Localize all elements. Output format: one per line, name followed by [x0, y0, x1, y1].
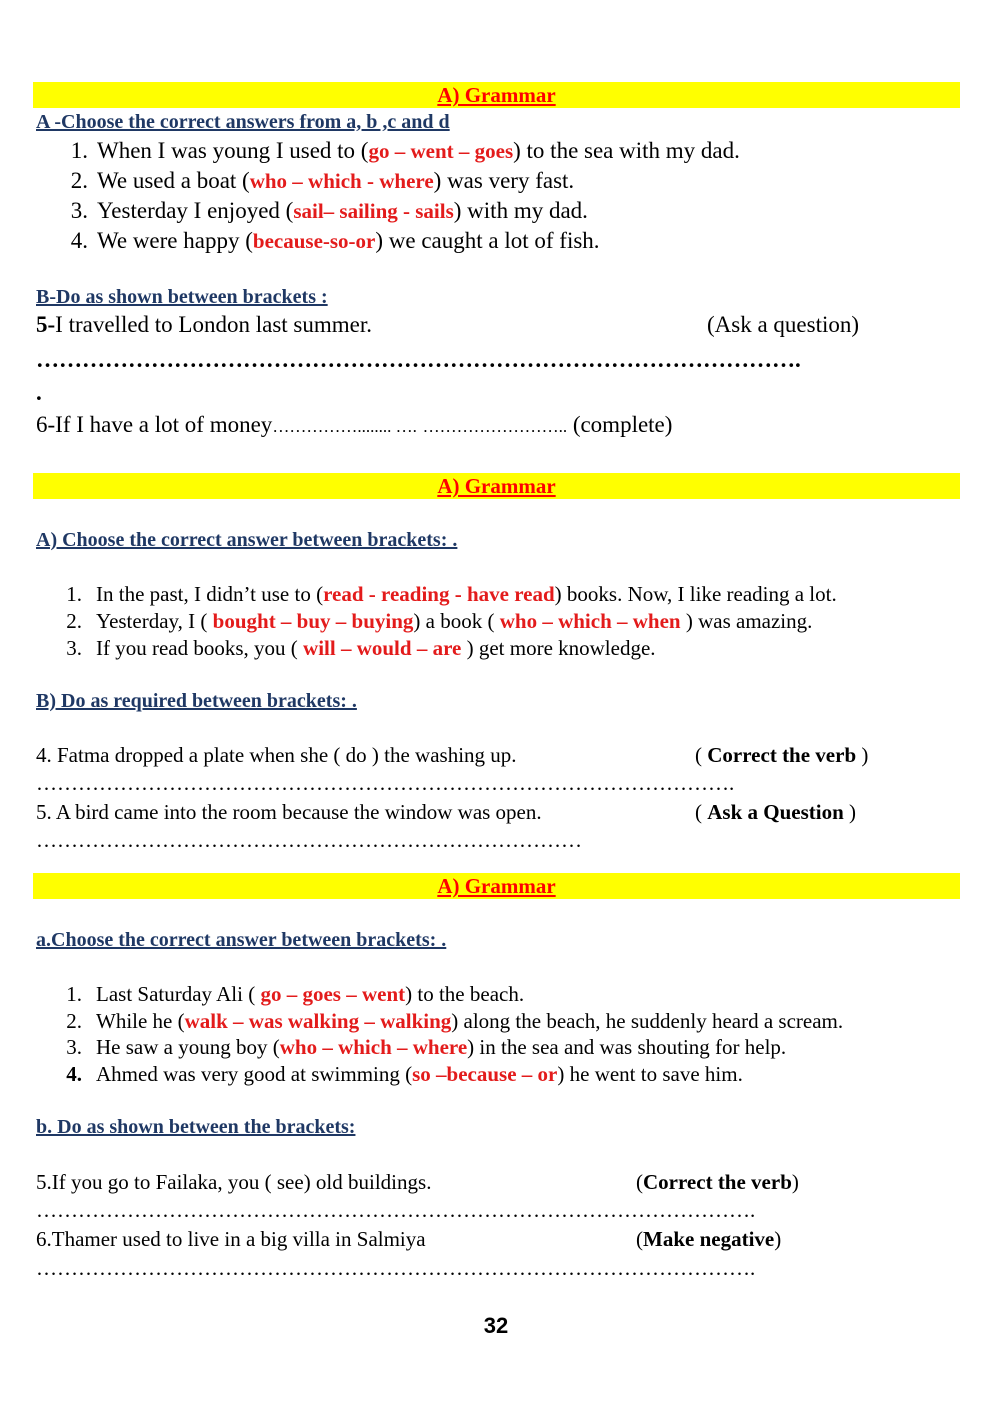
section1-partA-heading: A -Choose the correct answers from a, b ,c and d [36, 111, 450, 133]
section2-title: A) Grammar [437, 474, 556, 498]
section3-title-band [33, 873, 960, 899]
section2-q4: 4. Fatma dropped a plate when she ( do ) the washing up. [36, 743, 517, 767]
section2-q5: 5. A bird came into the room because the window was open. [36, 800, 542, 824]
section3-title: A) Grammar [437, 874, 556, 898]
section3-q5-instruction: (Correct the verb) [636, 1170, 799, 1194]
section1-q5: 5-I travelled to London last summer. [36, 312, 372, 337]
section3-q6-answer-line[interactable]: …………………………………………………………………………………………. [36, 1256, 756, 1280]
page-number: 32 [483, 1313, 509, 1338]
section3-q5-answer-line[interactable]: …………………………………………………………………………………………. [36, 1198, 756, 1222]
section2-partB-heading: B) Do as required between brackets: . [36, 690, 357, 712]
section3-partA-heading: a.Choose the correct answer between brackets: . [36, 929, 447, 951]
section1-q6: 6-If I have a lot of money……………........ …. …………………….. (complete) [36, 412, 673, 437]
section1-q5-answer-line[interactable]: ………………………………………………………………………………………. [36, 347, 801, 372]
section3-q6-instruction: (Make negative) [636, 1227, 782, 1251]
section2-q4-instruction: ( Correct the verb ) [695, 743, 869, 767]
section2-title-band [33, 473, 960, 499]
section1-title: A) Grammar [437, 83, 556, 107]
section1-title-band [33, 82, 960, 108]
section1-q5-answer-line-cont: . [36, 380, 42, 405]
section3-partB-heading: b. Do as shown between the brackets: [36, 1116, 356, 1138]
section1-q5-instruction: (Ask a question) [707, 312, 860, 337]
section2-q5-answer-line[interactable]: …………………………………………………………………… [36, 828, 582, 852]
section3-q6: 6.Thamer used to live in a big villa in Salmiya [36, 1227, 426, 1251]
section2-q5-instruction: ( Ask a Question ) [695, 800, 857, 824]
section2-partA-heading: A) Choose the correct answer between brackets: . [36, 529, 458, 551]
section3-q5: 5.If you go to Failaka, you ( see) old buildings. [36, 1170, 432, 1194]
section1-partB-heading: B-Do as shown between brackets : [36, 286, 328, 308]
section2-q4-answer-line[interactable]: ………………………………………………………………………………………. [36, 771, 735, 795]
